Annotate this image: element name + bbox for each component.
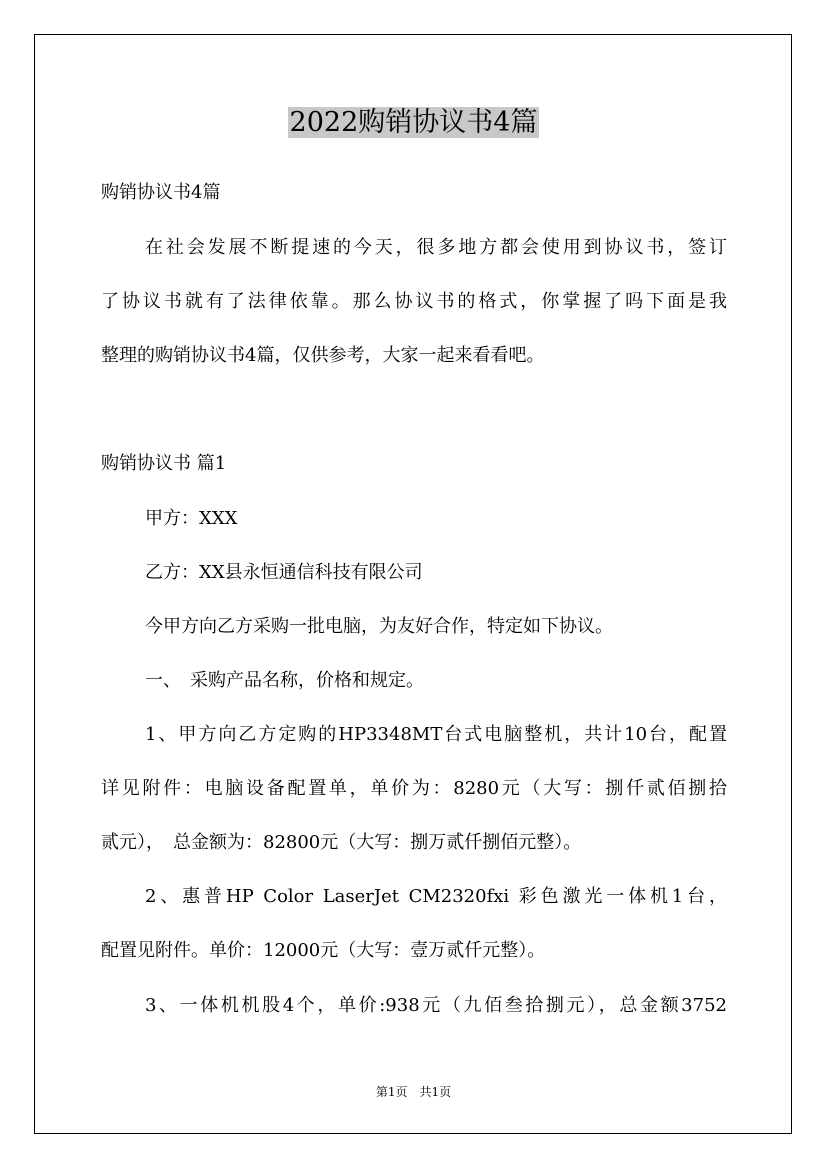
item2-line-2: 配置见附件。单价：12000元（大写：壹万贰仟元整）。 bbox=[101, 940, 546, 961]
clause-one: 一、 采购产品名称，价格和规定。 bbox=[145, 670, 424, 691]
intro-line-1: 在社会发展不断提速的今天，很多地方都会使用到协议书，签订 bbox=[145, 237, 727, 258]
party-b: 乙方：XX县永恒通信科技有限公司 bbox=[145, 562, 423, 583]
preamble: 今甲方向乙方采购一批电脑，为友好合作，特定如下协议。 bbox=[145, 616, 613, 637]
intro-line-2: 了协议书就有了法律依靠。那么协议书的格式，你掌握了吗下面是我 bbox=[101, 291, 727, 312]
document-title bbox=[0, 103, 827, 143]
page-footer: 第1页 共1页 bbox=[375, 1085, 452, 1099]
party-a: 甲方：XXX bbox=[145, 508, 238, 529]
subtitle: 购销协议书4篇 bbox=[101, 182, 221, 203]
document-title-text: 2022购销协议书4篇 bbox=[289, 107, 538, 138]
item1-line-3: 贰元）， 总金额为：82800元（大写：捌万贰仟捌佰元整）。 bbox=[101, 832, 582, 853]
item2-line-1: 2、惠普HP Color LaserJet CM2320fxi 彩色激光一体机1台， bbox=[145, 886, 727, 907]
intro-line-3: 整理的购销协议书4篇，仅供参考，大家一起来看看吧。 bbox=[101, 345, 545, 366]
section-heading: 购销协议书 篇1 bbox=[101, 453, 227, 474]
item3-line-1: 3、一体机机股4个，单价:938元（九佰叁拾捌元），总金额3752 bbox=[145, 995, 727, 1016]
item1-line-1: 1、甲方向乙方定购的HP3348MT台式电脑整机，共计10台，配置 bbox=[145, 724, 727, 745]
item1-line-2: 详见附件：电脑设备配置单，单价为：8280元（大写：捌仟贰佰捌拾 bbox=[101, 778, 727, 799]
